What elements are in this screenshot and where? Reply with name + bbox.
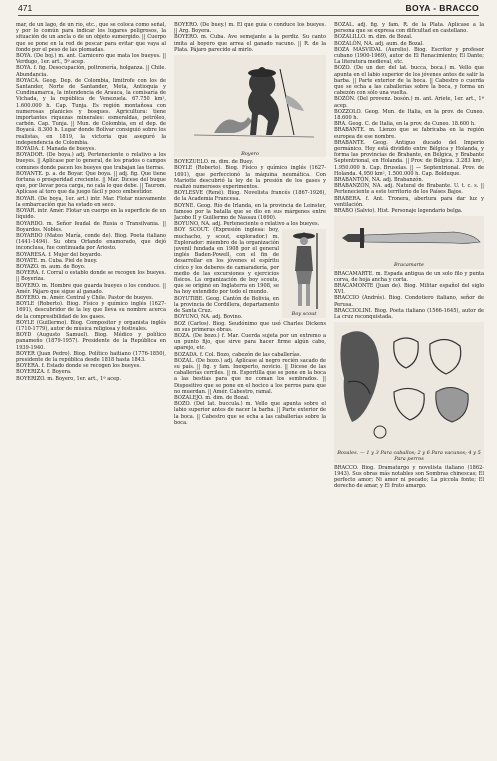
bozales-illustration bbox=[334, 322, 484, 450]
entry: BOYARESA. f. Mujer del boyardo. bbox=[16, 251, 102, 258]
entry: BOYADOR. (De boya.) adj. Perteneciente o relativo a los bueyes. || Aplícase por lo general, de los prados o campos comunes donde pacen los bueyes que trabajan las tierras. bbox=[16, 152, 166, 171]
entry: BOYLE (Roberto). Biog. Físico y químico inglés (1627-1691), que perfeccionó la máquina neumática. Con Mariotte descubrió la ley de la presión de los gases y realizó numerosos experimentos. bbox=[174, 165, 326, 191]
entry: BOYERO. m. Cuba. Ave semejante a la perdiz. Su canto imita al boyero que arrea el ganado vacuno. || R. de la Plata. Pájaro parecido al mirlo. bbox=[174, 34, 326, 53]
entry: BOYERIZA. f. Boyera. bbox=[16, 369, 72, 376]
entry: BOZALILLO. m. dim. de Bozal. bbox=[334, 34, 413, 41]
entry: BOYADA. f. Manada de bueyes. bbox=[16, 146, 96, 153]
entry: BOZA. (De bozo.) f. Mar. Cuerda sujeta por un extremo a un punto fijo, que sirve para hacer firme algún cabo, aparejo, etc. bbox=[174, 332, 326, 352]
bracamarte-sword-illustration bbox=[334, 216, 484, 262]
entry: BOZALEJO. m. dim. de Bozal. bbox=[174, 394, 250, 401]
entry: BRA. Geog. C. de Italia, en la prov. de Cuneo. 18.600 h. bbox=[334, 121, 476, 128]
entry: BOZA MASVIDAL (Aurelio). Biog. Escritor y profesor cubano (1900-1969), autor de El Renacimiento; El Dante; La literatura medieval, etc. bbox=[334, 46, 484, 66]
entry: BOYERO. m. Amér. Central y Chile. Pastor de bueyes. bbox=[16, 294, 154, 301]
figure-bozales bbox=[334, 322, 484, 462]
entry: BOYAR. intr. Amér. Flotar un cuerpo en la superficie de un líquido. bbox=[16, 208, 166, 221]
figure-caption: Bozales. — 1 y 3 Para caballos; 2 y 6 Para vacunos; 4 y 5 Para perros bbox=[337, 450, 481, 463]
entry: BOYLE (Roberto). Biog. Físico y químico inglés (1627-1691), descubridor de la ley que lleva su nombre acerca de la compresibilidad de los gases. bbox=[16, 301, 166, 320]
entry: BOZAL. adj. fig. y fam. R. de la Plata. Aplícase a la persona que se expresa con dificultad en castellano. bbox=[334, 22, 484, 35]
entry: BOYA. (De boj.) m. ant. Carnicero que mata los bueyes. || Verdugo, 1er. art., 5ª acep. bbox=[16, 53, 166, 66]
figure-caption: Boyero bbox=[241, 151, 259, 158]
figure-boy-scout bbox=[282, 229, 326, 317]
figure-caption: Boy scout bbox=[291, 311, 317, 318]
entry: BOYUNO, NA. adj. Bovino. bbox=[174, 314, 243, 321]
column-left bbox=[16, 22, 166, 755]
entry: BOZADA. f. Col. Bozo, cabezón de las caballerías. bbox=[174, 351, 302, 358]
column-middle bbox=[174, 22, 326, 755]
entry: BOYER (Juan Pedro). Biog. Político haitiano (1776-1850), presidente de la república desde 1818 hasta 1843. bbox=[16, 350, 166, 363]
entry: BRABERA. f. Ant. Tronera, abertura para dar luz y ventilación. bbox=[334, 195, 484, 208]
entry: BOYANTE. p. a. de Boyar. Que boya. || adj. fig. Que tiene fortuna o prosperidad creciente. || Mar. Dícese del buque que, por llevar poca carga, no cala lo que debe. || Taurom. Aplícase al toro que da juego fácil y poco embestidor. bbox=[16, 170, 166, 196]
entry: mar, de un lago, de un río, etc., que se coloca como señal, y por lo común para indicar los lugares peligrosos, la situación de un ancla o de un objeto sumergido. || Cuerpo que se pone en la red de pescar para evitar que vaya al fondo por el peso de las plomadas. bbox=[16, 22, 166, 53]
entry: BOYD (Augusto Samuel). Biog. Médico y político panameño (1879-1957). Presidente de la República en 1939-1940. bbox=[16, 332, 166, 351]
entry: BRACAMONTE (Juan de). Biog. Militar español del siglo XVI. bbox=[334, 282, 484, 296]
entry: BOYACÁ. Geog. Dep. de Colombia, limitrofe con los de Santander, Norte de Santander, Meta, Antioquia y Cundinamarca, la intendencia de Arauca, la comisaría de Vichada, y la república de Venezuela. 67.750 km², 1.600.000 h. Cap. Tunja. Es región montañosa con numerosas planicies y bosques. Agricultura: tiene importantes riquezas minerales: esmeraldas, petróleo, carbón. Cap. Tunja. || Mun. de Colombia, en el dep. de Boyacá. 8.300 h. Lugar donde Bolívar consiguió sobre los realistas, en 1819, la victoria que aseguró la independencia de Colombia. bbox=[16, 77, 166, 146]
entry: BOYAR. (De boya, 1er. art.) intr. Mar. Flotar nuevamente la embarcación que ha estado en seco. bbox=[16, 195, 166, 208]
entry: BRABANTÓN, NA. adj. Brabanzón. bbox=[334, 177, 424, 184]
entry: BOYERA. f. Corral o establo donde se recogen los bueyes. || Boyeriza. bbox=[16, 270, 166, 283]
column-right bbox=[334, 22, 484, 755]
entry: BOYLESVE (René). Biog. Novelista francés (1867-1926), de la Academia Francesa. bbox=[174, 190, 326, 203]
page-number: 471 bbox=[18, 3, 33, 13]
entry: BRABANTE. Geog. Antiguo ducado del Imperio germánico. Hoy está dividido entre Bélgica y Holanda, y forma las provincias de Brabante, en Bélgica, y Brabante Septentrional, en Holanda. || Prov. de Bélgica. 3.283 km², 1.950.000 h. Cap. Bruselas. || — Septentrional. Prov. de Holanda. 4.950 km², 1.500.000 h. Cap. Bolduque. bbox=[334, 139, 484, 177]
figure-boyero bbox=[174, 55, 326, 157]
page-running-title: BOYA - BRACCO bbox=[405, 3, 479, 13]
entry: BOZ (Carlos). Biog. Seudónimo que usó Charles Dickens en sus primeras obras. bbox=[174, 320, 326, 333]
entry: BRACAMARTE. m. Espada antigua de un solo filo y punta corva, de hoja ancha y corta. bbox=[334, 270, 484, 283]
entry: BOYEZUELO. m. dim. de Buey. bbox=[174, 159, 254, 166]
entry: BOZO. (De un der. del lat. bucca, boca.) m. Vello que apunta en el labio superior de los jóvenes antes de salir la barba. || Parte exterior de la boca. || Cabestro o cuerda que se echa a las caballerías sobre la boca, y forma un cabezón con sólo una vuelta. bbox=[334, 65, 484, 97]
entry: BRACCIO (Andrés). Biog. Condotiero italiano, señor de Perusa. bbox=[334, 295, 484, 308]
boy-scout-illustration bbox=[282, 229, 326, 311]
entry: BOZÓN. (Del provenz. bosón.) m. ant. Ariete, 1er. art., 1ª acep. bbox=[334, 96, 484, 109]
entry: BRABANTE. m. Lienzo que se fabricaba en la región europea de ese nombre. bbox=[334, 127, 484, 140]
entry: BOYAZO. m. aum. de Boyo. bbox=[16, 263, 86, 270]
entry: BOYARDO. m. Señor feudal de Rusia o Transilvania. || Boyardos. Nobles. bbox=[16, 220, 166, 233]
entry: BRABANZÓN, NA. adj. Natural de Brabante. U. t. c. s. || Perteneciente a este territorio de los Países Bajos. bbox=[334, 183, 484, 196]
entry: BOYLE (Guillermo). Biog. Compositor y organista inglés (1710-1779), autor de música religiosa y festivales. bbox=[16, 319, 166, 332]
entry: BOZALÓN, NA. adj. aum. de Bozal. bbox=[334, 40, 424, 47]
entry: BOZAL. (De bozo.) adj. Aplícase al negro recién sacado de su país. || fig. y fam. Inexperto, novicio. || Dícese de las caballerías cerriles. || m. Esportilla que se pone en la boca a las bestias para que no coman los sembrados. || Dispositivo que se pone en el hocico a los perros para que no muerdan. || Amér. Cabestro, ramal. bbox=[174, 357, 326, 395]
entry: BRACCO. Biog. Dramaturgo y novelista italiano (1862-1943). Sus obras más notables son Sombras chinescas; El perfecto amor; Ni amor ni pecado; La piccola fonte; El derecho de amar, y El fruto amargo. bbox=[334, 464, 484, 490]
entry: BOYERO. m. Hombre que guarda bueyes o los conduce. || Amér. Pájaro que sigue al ganado. bbox=[16, 282, 166, 295]
entry: BRACCIOLINI. Biog. Poeta italiano (1566-1645), autor de La cruz reconquistada. bbox=[334, 307, 484, 320]
figure-bracamarte bbox=[334, 216, 484, 268]
entry: BOYUNO, NA. adj. Perteneciente o relativo a los bueyes. bbox=[174, 221, 320, 228]
entry: BOYERIZO. m. Boyero, 1er. art., 1ª acep. bbox=[16, 375, 121, 382]
entry: BOYERO. (De buey.) m. El que guía o conduce los bueyes. || Arg. Boyera. bbox=[174, 22, 326, 35]
entry: BRABO (Salvio). Hist. Personaje legendario belga. bbox=[334, 208, 463, 215]
entry: BOYNE. Geog. Río de Irlanda, en la provincia de Leinster, famoso por la batalla que se dio en sus márgenes entre Jacobo II y Guillermo de Nassau (1690). bbox=[174, 202, 326, 222]
boyero-illustration bbox=[174, 55, 326, 151]
page-header bbox=[18, 3, 479, 16]
entry: BOZO. (Del lat. buccula.) m. Vello que apunta sobre el labio superior antes de nacer la barba. || Parte exterior de la boca. || Cabestro que se echa a las caballerías sobre la boca. bbox=[174, 401, 326, 426]
entry: BOZZOLO. Geog. Mun. de Italia, en la prov. de Cuneo. 18.600 h. bbox=[334, 108, 484, 122]
entry: BOYERA. f. Estado donde se recogen los bueyes. bbox=[16, 363, 141, 370]
entry: BOYATE. m. Cuba. Piel de buey. bbox=[16, 257, 98, 264]
figure-caption: Bracamarte bbox=[394, 262, 424, 269]
entry: BOYA. f. fig. Desocupación, poltronería, holganza. || Chile. Abundancia. bbox=[16, 65, 166, 78]
entry: BOYARDO (Mateo María, conde de). Biog. Poeta italiano (1441-1494). Su obra Orlando enamorado, que dejó inconclusa, fue continuada por Ariosto. bbox=[16, 232, 166, 252]
entry: BOYUTIBE. Geog. Cantón de Bolivia, en la provincia de Cordillera, departamento de Santa Cruz. bbox=[174, 295, 279, 315]
entry: BOY SCOUT. (Expresión inglesa: boy, muchacho, y scout, explorador.) m. Explorador: miembro de la organización juvenil fundada en 1908 por el general inglés Baden-Powell, con el fin de desarrollar en los jóvenes el espíritu cívico y los deberes de camaradería, por medio de las excursiones y ejercicios físicos. La organización de boy scouts, que se originó en Inglaterra en 1908, se ha hoy extendido por todo el mundo. bbox=[174, 227, 279, 296]
